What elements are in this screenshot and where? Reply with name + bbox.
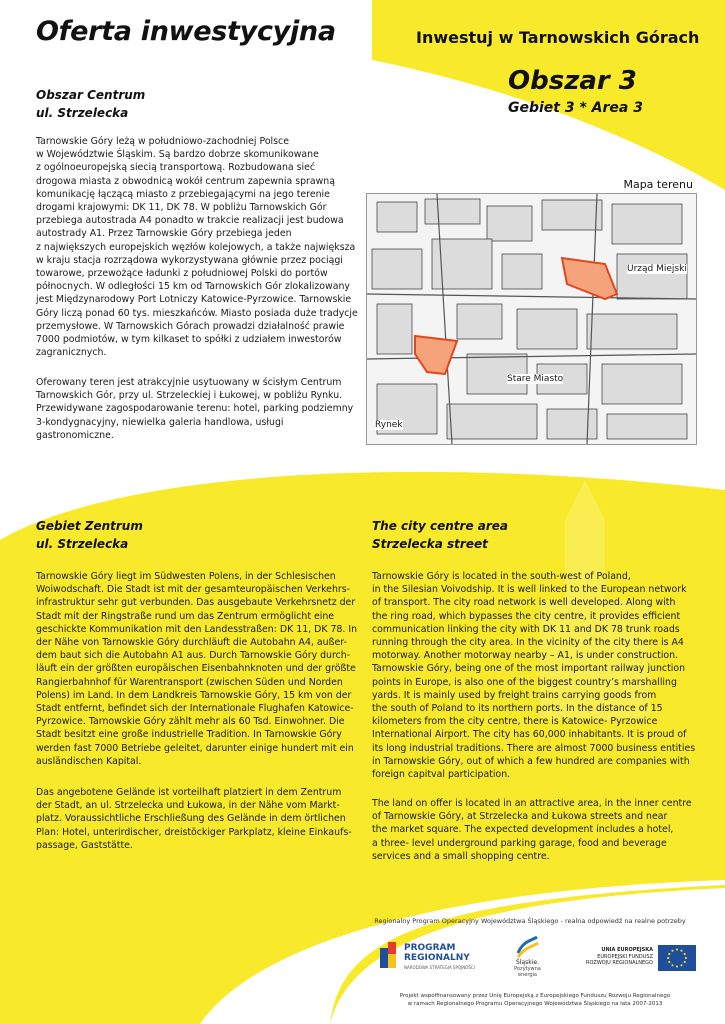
polish-heading [36, 86, 145, 122]
german-heading-line2: ul. Strzelecka [36, 537, 129, 551]
slaskie-wave-icon [515, 935, 541, 959]
map-label-old-town: Stare Miasto [507, 374, 564, 384]
map-label-square: Rynek [375, 420, 403, 430]
logo3-line2: EUROPEJSKI FUNDUSZ [597, 953, 653, 960]
logo-slaskie [505, 935, 550, 985]
area-subtitle: Gebiet 3 * Area 3 [508, 100, 643, 116]
eu-flag-icon [658, 945, 696, 971]
program-line: Regionalny Program Operacyjny Województwa Śląskiego - realna odpowiedź na realne potrzeby [374, 917, 686, 925]
map-label-town-hall: Urząd Miejski [627, 264, 687, 274]
logo-program-regionalny [378, 940, 503, 980]
english-heading [372, 517, 508, 553]
site-map [366, 193, 697, 445]
logo1-line2: REGIONALNY [404, 953, 470, 963]
map-label: Mapa terenu [623, 178, 693, 191]
german-paragraph-2: Das angebotene Gelände ist vorteilhaft platziert in dem Zentrum der Stadt, an ul. Strzelecka und Łukowa, in der Nähe vom Markt- platz. Voraussichtliche Erschließung des Gelände in dem örtlichen Plan: Hotel, unterirdischer, dreistöckiger Parkplatz, kleine Einkaufs- passage, Gaststätte. [36, 787, 352, 851]
area-highlight-2 [415, 336, 457, 374]
logo1-line3: NARODOWA STRATEGIA SPÓJNOŚCI [404, 965, 475, 970]
german-heading [36, 517, 143, 553]
logo-eu [585, 945, 705, 975]
area-highlight-1 [562, 258, 617, 299]
english-paragraph-2: The land on offer is located in an attractive area, in the inner centre of Tarnowskie Góry, at Strzelecka and Łukowa streets and near the market square. The expected development includes a hotel, a three- level underground parking garage, food and beverage services and a small shopping centre. [372, 798, 692, 862]
english-heading-line2: Strzelecka street [372, 537, 488, 551]
funding-note: Projekt współfinansowany przez Unię Europejską z Europejskiego Funduszu Rozwoju Regionalnego w ramach Regionalnego Programu Operacyjnego Województwa Śląskiego na lata 2007-2013 [399, 993, 671, 1007]
english-paragraph-1: Tarnowskie Góry is located in the south-west of Poland, in the Silesian Voivodship. It is well linked to the European network of transport. The city road network is well developed. Along with the ring road, which bypasses the city centre, it provides efficient communication linking the city with DK 11 and DK 78 trunk roads running through the city area. In the vicinity of the city there is A4 motorway. Another motorway nearby – A1, is under construction. Tarnowskie Góry, being one of the most important railway junction points in Europe, is also one of the biggest country’s marshalling yards. It is mainly used by freight trains carrying goods from the south of Poland to its northern ports. In the distance of 15 kilometers from the city centre, there is Katowice- Pyrzowice International Airport. The city has 60,000 inhabitants. It is proud of its long industrial traditions. There are almost 7000 business entities in Tarnowskie Góry, out of which a few hundred are companies with foreign capitval participation. [372, 571, 696, 781]
logo3-line1: UNIA EUROPEJSKA [601, 947, 653, 953]
area-title: Obszar 3 [508, 66, 637, 96]
polish-paragraph-1: Tarnowskie Góry leżą w południowo-zachodniej Polsce w Województwie Śląskim. Są bardzo dobrze skomunikowane z ogólnoeuropejską siecią transportową. Rozbudowana sieć drogowa miasta z obwodnicą wokół centrum zapewnia sprawną komunikację łączącą miasto z przebiegającymi na jego terenie drogami krajowymi: DK 11, DK 78. W pobliżu Tarnowskich Gór przebiega autostrada A4 ponadto w trakcie realizacji jest budowa autostrady A1. Przez Tarnowskie Góry przebiega jeden z największych europejskich węzłów kolejowych, a także największa w kraju stacja rozrządowa wykorzystywana głównie przez pociągi towarowe, przewożące ładunki z południowej Polski do portów północnych. W odległości 15 km od Tarnowskich Gór zlokalizowany jest Międzynarodowy Port Lotniczy Katowice-Pyrzowice. Tarnowskie Góry liczą ponad 60 tys. mieszkańców. Miasto posiada duże tradycje przemysłowe. W Tarnowskich Górach prowadzi działalność prawie 7000 podmiotów, w tym kilkaset to spółki z udziałem inwestorów zagranicznych. [36, 136, 358, 359]
program-regionalny-icon [378, 940, 400, 970]
logo2-line1: Śląskie. [515, 959, 540, 966]
logo2-line2: Pozytywna energia [514, 966, 541, 978]
english-heading-line1: The city centre area [372, 519, 509, 533]
logo3-line3: ROZWOJU REGIONALNEGO [585, 960, 653, 966]
german-paragraph-1: Tarnowskie Góry liegt im Südwesten Polens, in der Schlesischen Woiwodschaft. Die Stadt ist mit der gesamteuropäischen Verkehrs- infrastruktur sehr gut verbunden. Das ausgebaute Verkehrsnetz der Stadt mit der Ringstraße rund um das Zentrum ermöglicht eine geschickte Kommunikation mit den Landesstraßen: DK 11, DK 78. In der Nähe von Tarnowskie Góry durchläuft die Autobahn A4, außer- dem baut sich die Autobahn A1 aus. Durch Tarnowskie Góry durch- läuft ein der größten europäischen Eisenbahnknoten und der größte Rangierbahnhof für Warentransport (zwischen Süden und Norden Polens) im Land. In dem Landkreis Tarnowskie Góry, 15 km von der Stadt entfernt, befindet sich der Internationale Flughafen Katowice- Pyrzowice. Tarnowskie Góry zählt mehr als 60 Tsd. Einwohner. Die Stadt besitzt eine große industrielle Tradition. In Tarnowskie Góry werden fast 7000 Betriebe geleitet, darunter einige hundert mit ein ausländischen Kapital. [36, 571, 358, 767]
slogan: Inwestuj w Tarnowskich Górach [416, 28, 700, 47]
polish-heading-line2: ul. Strzelecka [36, 106, 129, 120]
page-title: Oferta inwestycyjna [36, 16, 336, 47]
polish-paragraph-2: Oferowany teren jest atrakcyjnie usytuowany w ścisłym Centrum Tarnowskich Gór, przy ul. Strzeleckiej i Łukowej, w pobliżu Rynku. Przewidywane zagospodarowanie terenu: hotel, parking podziemny 3-kondygnacyjny, niewielka galeria handlowa, usługi gastronomiczne. [36, 377, 354, 441]
polish-heading-line1: Obszar Centrum [36, 88, 146, 102]
map-drawing [367, 194, 696, 444]
logo1-line1: PROGRAM [404, 943, 456, 953]
german-heading-line1: Gebiet Zentrum [36, 519, 143, 533]
